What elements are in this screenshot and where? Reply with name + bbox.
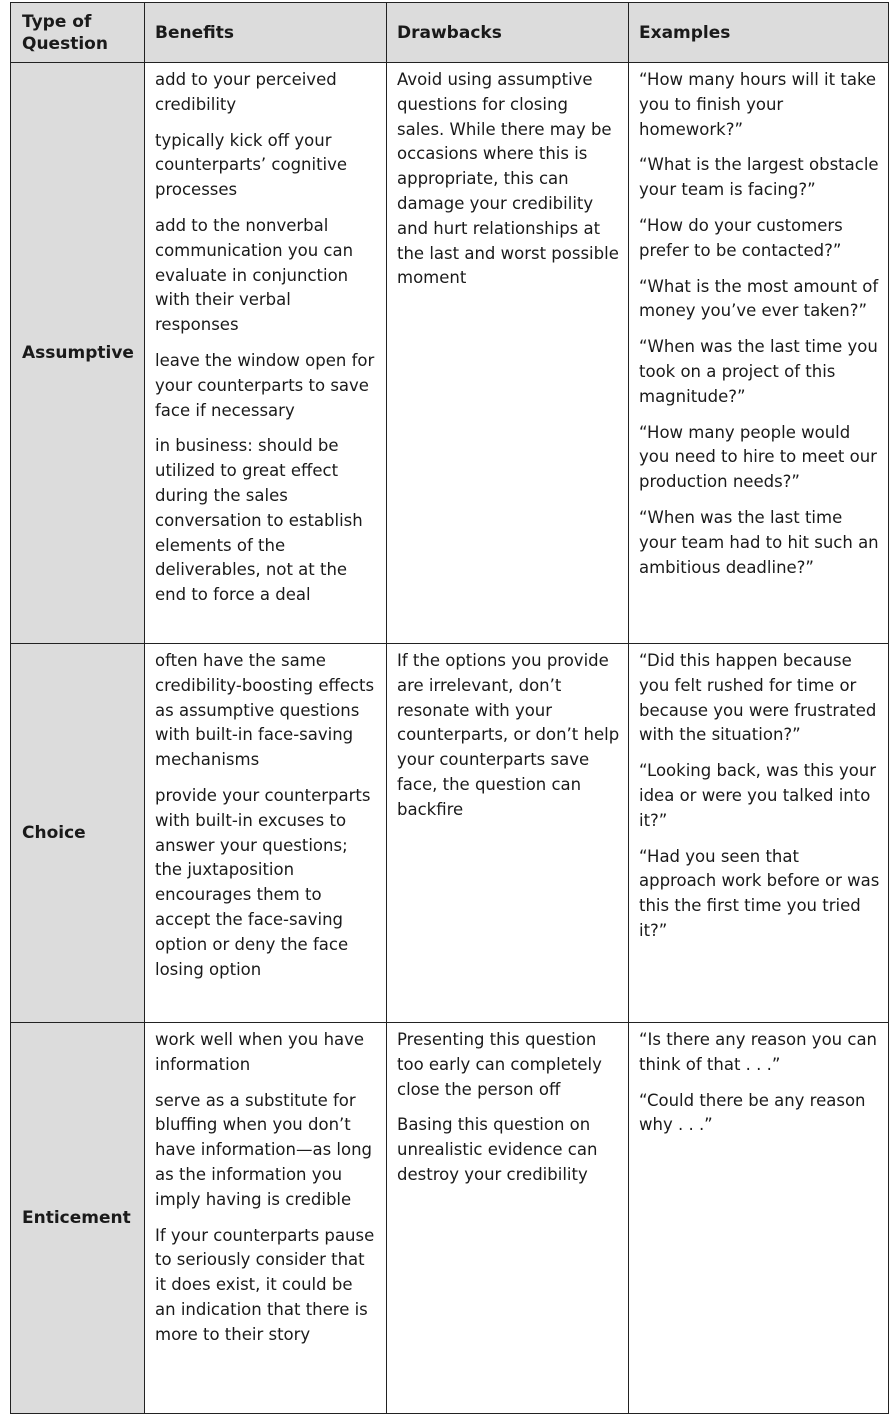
- examples-cell-assumptive: [629, 63, 889, 644]
- example-item: “Had you seen that approach work before or was this the first time you tried it?”: [639, 846, 880, 940]
- benefit-item: provide your counterparts with built-in excuses to answer your questions; the juxtaposition encourages them to accept the face-saving option or deny the face losing option: [155, 785, 371, 979]
- example-item: “Could there be any reason why . . .”: [639, 1090, 866, 1135]
- table-header: [11, 3, 889, 63]
- benefit-item: typically kick off your counterparts’ cognitive processes: [155, 130, 348, 200]
- benefit-item: work well when you have information: [155, 1030, 365, 1074]
- table-row-enticement: [11, 1023, 889, 1414]
- benefit-item: in business: should be utilized to great effect during the sales conversation to establish elements of the deliverables, not at the end to force a deal: [155, 436, 363, 605]
- benefits-cell-assumptive: [145, 63, 387, 644]
- example-item: “What is the most amount of money you’ve ever taken?”: [639, 276, 879, 321]
- benefits-cell-enticement: [145, 1023, 387, 1414]
- table-row-assumptive: [11, 63, 889, 644]
- header-benefits: Benefits: [145, 3, 387, 63]
- example-item: “How many hours will it take you to finish your homework?”: [639, 70, 877, 139]
- example-item: “How do your customers prefer to be contacted?”: [639, 215, 843, 260]
- header-type-of-question-line1: Type of Question: [22, 11, 108, 54]
- examples-cell-enticement: [629, 1023, 889, 1414]
- benefit-item: add to the nonverbal communication you can evaluate in conjunction with their verbal responses: [155, 215, 354, 335]
- type-cell-assumptive: Assumptive: [11, 63, 145, 644]
- examples-cell-choice: [629, 644, 889, 1023]
- drawback-item: Basing this question on unrealistic evidence can destroy your credibility: [397, 1115, 598, 1184]
- benefit-item: leave the window open for your counterparts to save face if necessary: [155, 350, 375, 420]
- example-item: “When was the last time you took on a project of this magnitude?”: [639, 337, 878, 406]
- type-cell-enticement: Enticement: [11, 1023, 145, 1414]
- drawback-item: Presenting this question too early can completely close the person off: [397, 1030, 602, 1099]
- benefit-item: serve as a substitute for bluffing when you don’t have information—as long as the information you imply having is credible: [155, 1090, 373, 1209]
- header-row: [11, 3, 889, 63]
- header-drawbacks: Drawbacks: [387, 3, 629, 63]
- table-row-choice: [11, 644, 889, 1023]
- question-types-table: [10, 2, 889, 1414]
- example-item: “Is there any reason you can think of that . . .”: [639, 1030, 878, 1074]
- benefit-item: add to your perceived credibility: [155, 70, 337, 114]
- drawbacks-cell-choice: [387, 644, 629, 1023]
- example-item: “When was the last time your team had to hit such an ambitious deadline?”: [639, 507, 879, 577]
- drawback-item: If the options you provide are irrelevant, don’t resonate with your counterparts, or don’t help your counterparts save face, the question can backfire: [397, 651, 620, 819]
- benefit-item: If your counterparts pause to seriously consider that it does exist, it could be an indication that there is more to their story: [155, 1225, 375, 1344]
- example-item: “What is the largest obstacle your team is facing?”: [639, 155, 879, 200]
- header-type-of-question: [11, 3, 145, 63]
- header-examples: Examples: [629, 3, 889, 63]
- drawbacks-cell-enticement: [387, 1023, 629, 1414]
- drawback-item: Avoid using assumptive questions for closing sales. While there may be occasions where this is appropriate, this can damage your credibility and hurt relationships at the last and worst possible moment: [397, 70, 619, 288]
- example-item: “Did this happen because you felt rushed for time or because you were frustrated with the situation?”: [639, 651, 877, 745]
- example-item: “How many people would you need to hire to meet our production needs?”: [639, 422, 877, 492]
- drawbacks-cell-assumptive: [387, 63, 629, 644]
- benefits-cell-choice: [145, 644, 387, 1023]
- benefit-item: often have the same credibility-boosting effects as assumptive questions with built-in face-saving mechanisms: [155, 651, 375, 770]
- table-body: [11, 63, 889, 1414]
- example-item: “Looking back, was this your idea or were you talked into it?”: [639, 761, 877, 830]
- type-cell-choice: Choice: [11, 644, 145, 1023]
